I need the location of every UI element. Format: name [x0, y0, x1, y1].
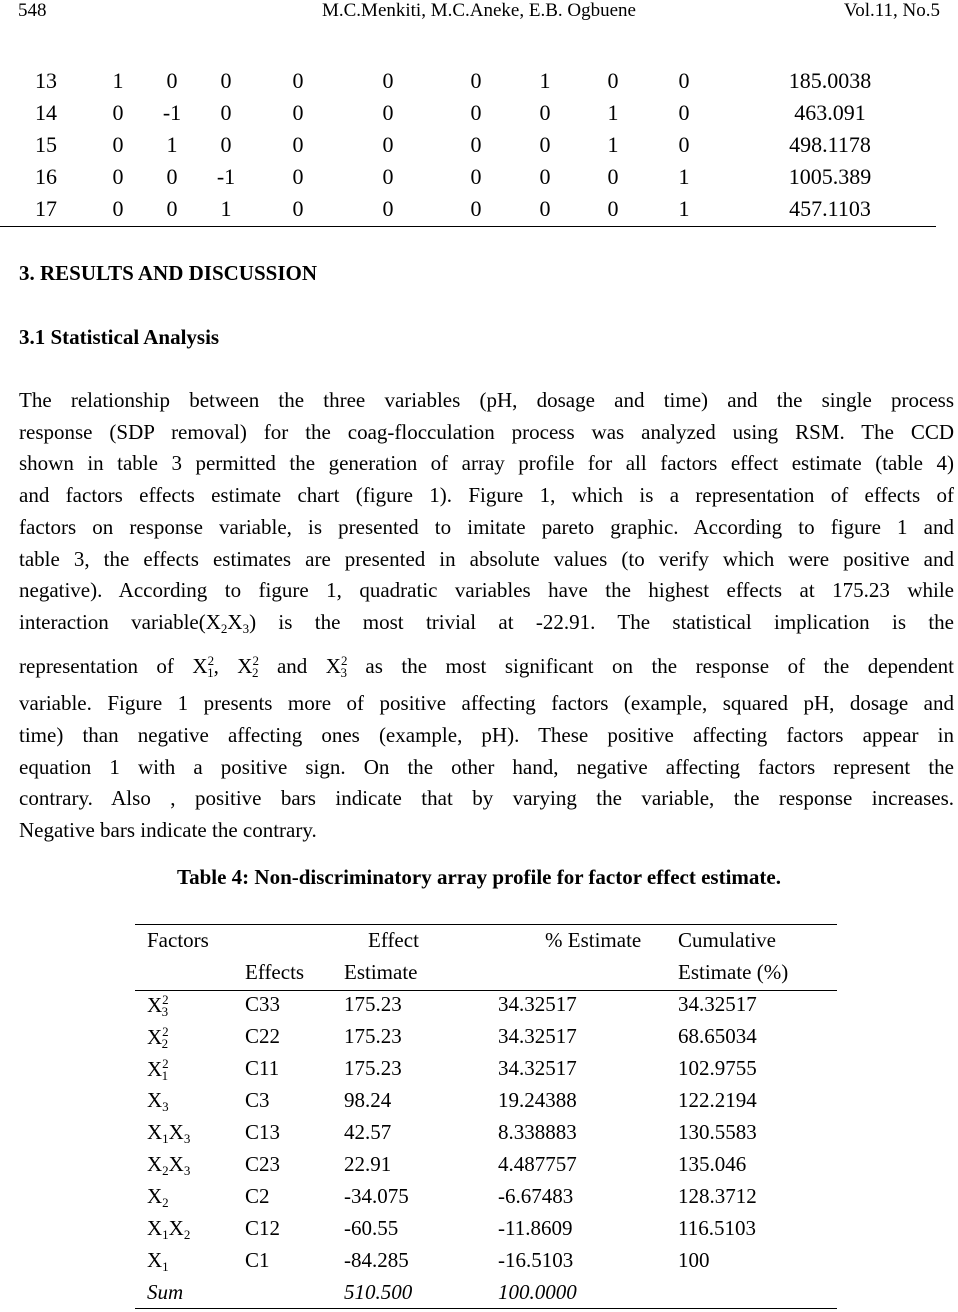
table3-cell: 15 — [35, 132, 57, 157]
sum-estimate: 510.500 — [344, 1280, 413, 1304]
table4-row — [135, 1216, 837, 1248]
effect-cell: C13 — [245, 1120, 281, 1144]
pct-estimate-cell: 8.338883 — [498, 1120, 577, 1144]
table3-cell: 0 — [539, 164, 551, 189]
effect-cell: C2 — [245, 1184, 270, 1208]
paragraph-line: shown in table 3 permitted the generation of array profile for all factors effect estimate (table 4) — [19, 451, 954, 476]
table3-cell: 0 — [292, 100, 304, 125]
paragraph-line: and factors effects estimate chart (figure 1). Figure 1, which is a representation of effects of — [19, 483, 954, 508]
paragraph-line: equation 1 with a positive sign. On the other hand, negative affecting factors represent the — [19, 754, 954, 779]
table3-cell: 0 — [470, 132, 482, 157]
table3-bottom-rule — [0, 226, 936, 227]
table3-cell: 14 — [35, 100, 57, 125]
table3-cell: 0 — [220, 100, 232, 125]
table3-cell: 1 — [220, 196, 232, 221]
table3-row — [0, 100, 958, 132]
estimate-cell: -60.55 — [344, 1216, 399, 1240]
effect-cell: C12 — [245, 1216, 281, 1240]
table3-cell: 0 — [292, 164, 304, 189]
factor-cell: $X^2_3$ — [147, 992, 169, 1019]
table3-cell: 0 — [470, 164, 482, 189]
paragraph-line: The relationship between the three variables (pH, dosage and time) and the single process — [19, 388, 954, 412]
table3-cell: 0 — [112, 132, 124, 157]
pct-estimate-cell: -16.5103 — [498, 1248, 574, 1272]
table4-row — [135, 1024, 837, 1056]
table3-cell: 185.0038 — [788, 68, 872, 93]
effect-cell: C1 — [245, 1248, 270, 1272]
header-effect-estimate-line1: Effect — [368, 928, 419, 952]
table3-cell: 0 — [292, 68, 304, 93]
table3-row — [0, 196, 958, 228]
running-header — [18, 0, 940, 24]
table3-cell: 0 — [382, 164, 394, 189]
factor-cell: $X_3$ — [147, 1088, 169, 1114]
pct-estimate-cell: -6.67483 — [498, 1184, 574, 1208]
paragraph-line: factors on response variable, is presented to imitate pareto graphic. According to figure 1 and — [19, 514, 954, 539]
table3-cell: 0 — [166, 164, 178, 189]
table3-cell: 0 — [678, 68, 690, 93]
paragraph-line: representation of $X^2_1$, $X^2_2$ and $X^2_3$ as the most significant on the response of the dependent — [19, 652, 954, 680]
subsection-heading: 3.1 Statistical Analysis — [19, 325, 220, 349]
effect-cell: C11 — [245, 1056, 280, 1080]
header-authors: M.C.Menkiti, M.C.Aneke, E.B. Ogbuene — [321, 0, 636, 21]
table3-cell: 0 — [607, 164, 619, 189]
table3-cell: 0 — [678, 132, 690, 157]
header-factors: Factors — [147, 928, 209, 952]
paragraph-line: table 3, the effects estimates are presented in absolute values (to verify which were positive and — [19, 546, 954, 571]
header-effect-estimate-line2: Estimate — [344, 960, 418, 984]
table3-cell: 0 — [382, 132, 394, 157]
table3-cell: 1 — [112, 68, 124, 93]
table4-row — [135, 992, 837, 1024]
header-volume: Vol.11, No.5 — [843, 0, 940, 21]
table3-cell: 0 — [166, 196, 178, 221]
estimate-cell: 22.91 — [344, 1152, 392, 1176]
table4-top-rule — [135, 924, 837, 925]
estimate-cell: 98.24 — [344, 1088, 392, 1112]
table3-cell: 13 — [35, 68, 57, 93]
table3-cell: 1 — [678, 164, 690, 189]
header-pct-estimate: % Estimate — [545, 928, 642, 952]
table3-row — [0, 68, 958, 100]
table4-row — [135, 1248, 837, 1280]
pct-estimate-cell: 19.24388 — [498, 1088, 577, 1112]
table3-cell: 457.1103 — [789, 196, 871, 221]
table4-row — [135, 1056, 837, 1088]
pct-estimate-cell: -11.8609 — [498, 1216, 573, 1240]
effect-cell: C3 — [245, 1088, 270, 1112]
cumulative-cell: 34.32517 — [678, 992, 757, 1016]
factor-cell: $X_2$ — [147, 1184, 169, 1210]
estimate-cell: 42.57 — [344, 1120, 392, 1144]
table3-cell: 0 — [539, 100, 551, 125]
paragraph-line: response (SDP removal) for the coag-flocculation process was analyzed using RSM. The CCD — [19, 419, 954, 444]
factor-cell: $X_1$ — [147, 1248, 169, 1274]
table4-header-rule — [135, 990, 837, 991]
table3-cell: 498.1178 — [789, 132, 871, 157]
effect-cell: C23 — [245, 1152, 281, 1176]
table3-cell: 1 — [607, 100, 619, 125]
table4-row — [135, 1088, 837, 1120]
table3-cell: 1005.389 — [788, 164, 872, 189]
table3-cell: 0 — [607, 196, 619, 221]
estimate-cell: 175.23 — [344, 1056, 402, 1080]
table3-cell: 0 — [112, 164, 124, 189]
paragraph-line: interaction $variable(X_2X_3)$ is the most trivial at -22.91. The statistical implication is the — [19, 609, 954, 636]
pct-estimate-cell: 34.32517 — [498, 992, 577, 1016]
factor-cell: $X^2_2$ — [147, 1024, 169, 1051]
table3-cell: 0 — [220, 68, 232, 93]
table3-row — [0, 164, 958, 196]
table3-row — [0, 132, 958, 164]
table3-cell: 0 — [382, 68, 394, 93]
page-number: 548 — [18, 0, 47, 21]
table3-cell: 0 — [607, 68, 619, 93]
table3-cell: 0 — [470, 68, 482, 93]
effect-cell: C22 — [245, 1024, 281, 1048]
cumulative-cell: 135.046 — [678, 1152, 747, 1176]
table3-cell: 1 — [166, 132, 178, 157]
cumulative-cell: 116.5103 — [678, 1216, 756, 1240]
table3-cell: 0 — [678, 100, 690, 125]
header-effects: Effects — [245, 960, 305, 984]
table3-cell: 0 — [539, 132, 551, 157]
table3-cell: 1 — [607, 132, 619, 157]
table4-caption: Table 4: Non-discriminatory array profile for factor effect estimate. — [177, 865, 781, 889]
factor-cell: $X^2_1$ — [147, 1056, 169, 1083]
table4-row — [135, 1152, 837, 1184]
table4-row — [135, 1120, 837, 1152]
paragraph-line: variable. Figure 1 presents more of positive affecting factors (example, squared pH, dosage and — [19, 691, 954, 716]
factor-cell: $X_1X_3$ — [147, 1120, 191, 1146]
estimate-cell: -84.285 — [344, 1248, 409, 1272]
section-heading: 3. RESULTS AND DISCUSSION — [19, 261, 317, 285]
table3-cell: 0 — [112, 100, 124, 125]
table3-cell: 0 — [292, 196, 304, 221]
table3-cell: 0 — [220, 132, 232, 157]
estimate-cell: 175.23 — [344, 1024, 402, 1048]
table3-cell: 16 — [35, 164, 57, 189]
table3-cell: 0 — [292, 132, 304, 157]
table3-cell: 1 — [539, 68, 551, 93]
table4-row — [135, 1184, 837, 1216]
table3-cell: 0 — [382, 100, 394, 125]
table3-cell: -1 — [162, 100, 182, 125]
estimate-cell: 175.23 — [344, 992, 402, 1016]
paragraph-line: contrary. Also , positive bars indicate that by varying the variable, the response increases. — [19, 786, 954, 811]
table3-cell: 17 — [35, 196, 57, 221]
sum-label: Sum — [147, 1280, 184, 1304]
table3-cell: 0 — [166, 68, 178, 93]
paragraph-line: time) than negative affecting ones (example, pH). These positive affecting factors appear in — [19, 723, 954, 748]
effect-cell: C33 — [245, 992, 281, 1016]
sum-pct: 100.0000 — [498, 1280, 577, 1304]
cumulative-cell: 68.65034 — [678, 1024, 757, 1048]
pct-estimate-cell: 34.32517 — [498, 1024, 577, 1048]
table3-cell: 0 — [539, 196, 551, 221]
table3-cell: 1 — [678, 196, 690, 221]
table3-cell: 0 — [112, 196, 124, 221]
header-cumulative-line2: Estimate (%) — [678, 960, 789, 984]
estimate-cell: -34.075 — [344, 1184, 409, 1208]
factor-cell: $X_2X_3$ — [147, 1152, 191, 1178]
cumulative-cell: 100 — [678, 1248, 710, 1272]
header-cumulative-line1: Cumulative — [678, 928, 776, 952]
pct-estimate-cell: 34.32517 — [498, 1056, 577, 1080]
table3-continuation — [0, 68, 958, 228]
table3-cell: 0 — [470, 100, 482, 125]
pct-estimate-cell: 4.487757 — [498, 1152, 577, 1176]
table3-cell: 0 — [470, 196, 482, 221]
cumulative-cell: 130.5583 — [678, 1120, 757, 1144]
table3-cell: 0 — [382, 196, 394, 221]
paragraph-line: Negative bars indicate the contrary. — [19, 818, 317, 843]
paragraph-line: negative). According to figure 1, quadratic variables have the highest effects at 175.23 while — [19, 578, 954, 603]
table4-bottom-rule — [135, 1308, 837, 1309]
table3-cell: 463.091 — [794, 100, 866, 125]
table3-cell: -1 — [216, 164, 236, 189]
factor-cell: $X_1X_2$ — [147, 1216, 191, 1242]
cumulative-cell: 128.3712 — [678, 1184, 757, 1208]
body-paragraph — [19, 385, 954, 847]
cumulative-cell: 122.2194 — [678, 1088, 757, 1112]
cumulative-cell: 102.9755 — [678, 1056, 757, 1080]
